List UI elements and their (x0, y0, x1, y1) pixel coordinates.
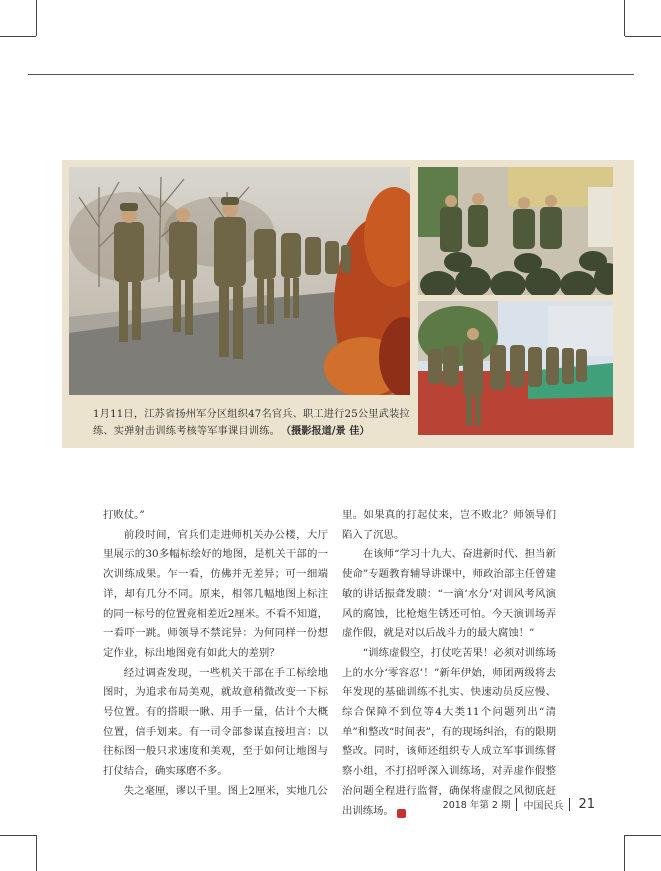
crop-mark (0, 835, 36, 836)
photo-caption (93, 406, 413, 440)
article-column-right (342, 506, 556, 821)
crop-mark (624, 0, 625, 36)
article-column-left (103, 506, 328, 802)
crop-mark (0, 36, 36, 37)
paragraph: 里。如果真的打起仗来，岂不败北？师领导们陷入了沉思。 (342, 509, 556, 541)
end-mark-icon: 民 (397, 809, 406, 818)
lecture-photo (418, 167, 613, 295)
magazine-name: 中国民兵 (523, 800, 564, 812)
paragraph: 失之毫厘，谬以千里。图上2厘米，实地几公 (123, 784, 328, 797)
paragraph: 打败仗。” (103, 509, 145, 521)
crop-mark (624, 835, 625, 871)
page-footer (443, 796, 595, 812)
drill-photo (418, 301, 613, 435)
photo-panel (62, 160, 634, 448)
paragraph: 在该师“学习十九大、奋进新时代、担当新使命”专题教育辅导讲课中，师政治部主任曾建敏的讲话振聋发聩：“一滴‘水分’对训风考风演风的腐蚀，比枪炮生锈还可怕。今天演训场弄虚作假，就是对以后战斗力的最大腐蚀！” (342, 548, 556, 640)
issue-label: 2018 年第 2 期 (442, 800, 511, 811)
caption-credit: （摄影报道/景 佳） (285, 426, 370, 437)
page-number: 21 (578, 796, 595, 812)
footer-separator (516, 798, 517, 811)
crop-mark (625, 835, 661, 836)
crop-mark (36, 0, 37, 36)
march-photo (69, 167, 410, 395)
paragraph: 前段时间，官兵们走进师机关办公楼，大厅里展示的30多幅标绘好的地图，是机关干部的一次训练成果。乍一看，仿佛并无差异；可一细端详，却有几分不同。原来，相邻几幅地图上标注的同一标号的位置竟相差近2厘米。不看不知道，一看吓一跳。师领导不禁诧异：为何同样一份想定作业，标出地图竟有如此大的差别？ (103, 528, 328, 659)
footer-separator (569, 798, 570, 811)
crop-mark (36, 835, 37, 871)
paragraph: 经过调查发现，一些机关干部在手工标绘地图时，为追求布局美观，就故意稍微改变一下标号位置。有的搭眼一瞅、用手一量，估计个大概位置，信手划来。有一司令部参谋直接坦言：以往标图一般只求速度和美观，至于如何让地图与打仗结合，确实琢磨不多。 (103, 666, 328, 778)
crop-mark (625, 36, 661, 37)
paragraph-last (342, 644, 556, 821)
header-rule (28, 74, 634, 75)
caption-text: 1月11日，江苏省扬州军分区组织47名官兵、职工进行25公里武装拉练、实弹射击训练考核等军事课目训练。 (93, 409, 410, 437)
paragraph-text: “训练虚假空，打仗吃苦果！必须对训练场上的水分‘零容忍’！”新年伊始，师团两级将去年发现的基础训练不扎实、快速动员反应慢、综合保障不到位等4大类11个问题列出“清单”和整改“时间表”，有的现场纠治，有的限期整改。同时，该师还组织专人成立军事训练督察小组，不打招呼深入训练场，对弄虚作假整治问题全程进行监督，确保将虚假之风彻底赶出训练场。 (342, 646, 556, 817)
